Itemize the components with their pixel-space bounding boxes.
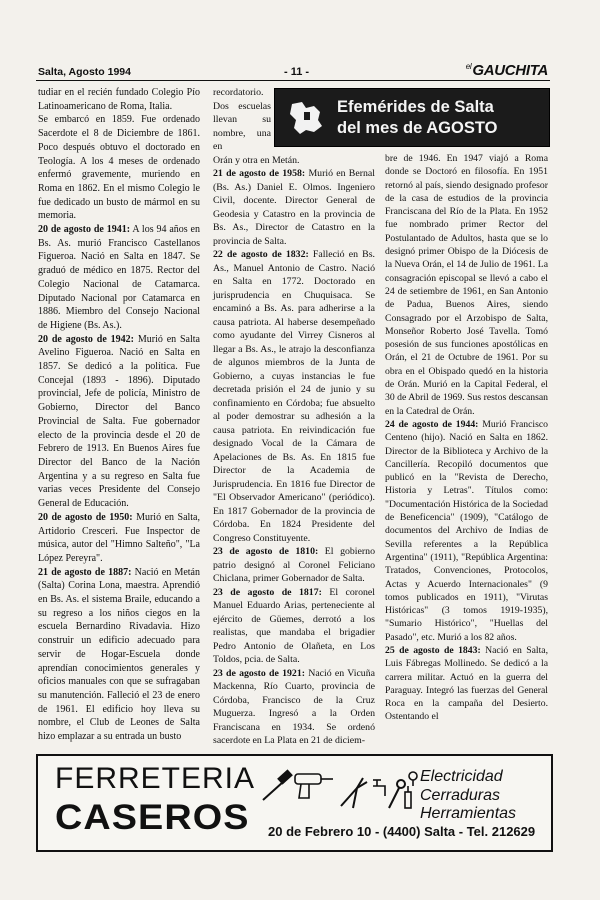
- hammer-icon: [263, 771, 291, 800]
- issue-date: Salta, Agosto 1994: [38, 66, 131, 78]
- column-3: [385, 152, 548, 724]
- entry-text: Nació en Vicuña Mackenna, Río Cuarto, provincia de Córdoba, Francisco de la Cruz Muguerza. Ingresó a la Orden Franciscana en 1934. Se ordenó sacerdote en La Plata en 21 de diciem-: [213, 667, 375, 746]
- column-2: [213, 86, 375, 748]
- ephemeris-entry: [38, 333, 200, 511]
- entry-text: A los 94 años en Bs. As. murió Francisco Castellanos Figueroa. Nació en Salta en 1847. Se graduó de médico en 1875. Rector del Colegio Nacional de Catamarca. Diputado Nacional por Catamarca en 1886. Miembro del Consejo Nacional de Higiene (Bs. As.).: [38, 224, 200, 331]
- entry-text: Murió en Salta Avelino Figueroa. Nació en Salta en 1857. Se dedicó a la política. Fue Concejal (1893 - 1896). Diputado provincial, Jefe de policía, Ministro de Gobierno, Director del Banco Provincial de Salta. Fue gobernador electo de la provincia desde el 20 de Febrero de 1913. En Buenos Aires fue Director del Banco de la Nación Argentina y a su regreso en Salta fue varias veces Presidente del Consejo General de Educación.: [38, 333, 200, 510]
- ephemeris-entry: [213, 167, 375, 248]
- entry-date: 25 de agosto de 1843:: [385, 644, 481, 656]
- ad-brand-line2: CASEROS: [55, 798, 250, 837]
- magazine-logo: $^{el}$GAUCHITA: [465, 62, 548, 79]
- entry-text: Orán y otra en Metán.: [213, 154, 300, 166]
- entry-date: 20 de agosto de 1950:: [38, 511, 133, 523]
- column-2-intro: recordatorio. Dos escuelas llevan su nombre, una en: [213, 87, 271, 152]
- ad-categories: [420, 768, 516, 824]
- entry-text: Murió en Bernal (Bs. As.) Daniel E. Olmos. Ingeniero Civil, docente. Director General de Geodesia y Catastro en la provincia de Bs. As., Director de Catastro en la provincia de Salta.: [213, 168, 375, 247]
- column-1: [38, 86, 200, 744]
- ad-category: Electricidad: [420, 768, 503, 785]
- bulb-icon: [409, 772, 417, 786]
- ephemeris-entry: [38, 86, 200, 113]
- entry-date: 21 de agosto de 1887:: [38, 566, 132, 578]
- ephemeris-entry: [213, 667, 375, 748]
- header-rule: [36, 80, 550, 81]
- ad-category: Herramientas: [420, 805, 517, 822]
- entry-date: 23 de agosto de 1921:: [213, 667, 306, 679]
- ad-address: 20 de Febrero 10 - (4400) Salta - Tel. 212629: [268, 824, 536, 839]
- entry-text: El coronel Manuel Eduardo Arias, perteneciente al ejército de Güemes, derrotó a los realistas, que mandaba el brigadier Pedro Antonio de Olañeta, en Los Toldos, pcia. de Salta.: [213, 586, 375, 665]
- ephemeris-entry: [213, 154, 375, 168]
- entry-date: 22 de agosto de 1832:: [213, 249, 309, 260]
- entry-text: Nació en Salta, Luis Fábregas Mollinedo. Se dedicó a la carrera militar. Actuó en la guerra del Paraguay. Integró las fuerzas del General Roca en la campaña del Desierto. Ostentando el: [385, 644, 548, 723]
- ephemeris-entry: [38, 113, 200, 223]
- ephemeris-entry: [213, 248, 375, 545]
- ephemeris-entry: [38, 223, 200, 333]
- entry-text: Nació en Metán (Salta) Corina Lona, maestra. Aprendió en Bs. As. el sistema Braile, educando a su regreso a los niños ciegos en la escuela Bernardino Rivadavia. Hizo construir un edificio adecuado para servir de Hogar-Escuela donde aprendían conocimientos generales y oficios manuales con que se sufragaban su manutención. Falleció el 23 de enero de 1961. El edificio hoy lleva su nombre, el Club de Leones de Salta hizo emplazar a su entrada un busto: [38, 566, 200, 743]
- entry-date: 20 de agosto de 1941:: [38, 224, 131, 236]
- entry-date: 23 de agosto de 1817:: [213, 586, 322, 598]
- entry-text: Se embarcó en 1859. Fue ordenado Sacerdote el 8 de Diciembre de 1861. Poco después obtuvo el doctorado en Teología. A los 4 meses de ordenado enfermó gravemente, muriendo en Roma en 1862. En el mismo Colegio le fue dedicado un busto de mármol en su memoria.: [38, 114, 200, 222]
- entry-text: Falleció en Bs. As., Manuel Antonio de Castro. Nació en Salta en 1772. Doctorado en jurisprudencia en Chuquisaca. Se encaminó a Bs. As. para adherirse a la causa patriota. Al haberse desempeñado como ayudante del Virrey Cisneros al llegar a Bs. As., le atrajo la desconfianza de algunos miembros de la Junta de Gobierno, a cuyas instancias le fue decretada prisión el 24 de junio y su confinamiento en Córdoba; fue absuelto al poder demostrar su adhesión a la causa patriota. En reivindicación fue designado Vocal de la Cámara de Apelaciones de Bs. As. En 1815 fue Director de la Academia de Jurisprudencia. En 1816 fue Director de "El Observador Americano" (periódico). En 1817 Gobernador de la provincia de Córdoba. En 1824 Presidente del Congreso Constituyente.: [213, 249, 375, 544]
- tool-illustrations: [253, 766, 418, 818]
- banner-title-line2: del mes de AGOSTO: [337, 118, 498, 137]
- ephemeris-entry: [385, 418, 548, 644]
- advertisement: [36, 754, 553, 852]
- ad-brand-line1: FERRETERIA: [55, 762, 256, 795]
- wrench-icon: [389, 780, 405, 808]
- entry-date: 21 de agosto de 1958:: [213, 168, 306, 179]
- page-number: - 11 -: [284, 66, 310, 78]
- ephemeris-entry: [38, 566, 200, 744]
- ephemeris-entry: [38, 511, 200, 566]
- entry-date: 23 de agosto de 1810:: [213, 546, 319, 557]
- entry-text: tudiar en el recién fundado Colegio Pío Latinoamericano de Roma, Italia.: [38, 87, 200, 112]
- ephemeris-entry: [385, 644, 548, 724]
- drill-icon: [295, 774, 333, 798]
- faucet-icon: [373, 780, 385, 796]
- entry-text: bre de 1946. En 1947 viajó a Roma donde se Doctoró en filosofía. En 1951 retornó al país, siendo designado profesor de la casa de estudios de la provincia Franciscana del Río de la Plata. En 1952 fue nombrado primer Rector del Postulantado de Adultos, hasta que se lo designó primer Obispo de la Diócesis de la Nueva Orán, el 14 de Julio de 1961. La consagración episcopal se llevó a cabo el 24 de setiembre de 1961, en San Antonio de Padua, Buenos Aires, siendo Consagrado por el Arzobispo de Salta, Monseñor Roberto José Tavella. Tomó posesión de sus funciones apostólicas en Orán, el 21 de Octubre de 1961. Por su obra en el Obispado quedó en la historia de Orán. Murió en la Capital Federal, el 30 de Abril de 1969. Sus restos descansan en la Catedral de Orán.: [385, 153, 548, 417]
- ephemeris-entry: [213, 545, 375, 586]
- banner-title-line1: Efemérides de Salta: [337, 97, 494, 116]
- entry-text: El gobierno patrio designó al Coronel Feliciano Chiclana, primer Gobernador de Salta.: [213, 546, 376, 584]
- entry-text: Murió en Salta, Artidorio Cresceri. Fue Inspector de música, autor del "Himno Salteño", "La López Pereyra".: [38, 511, 200, 564]
- ephemeris-entry: [213, 586, 375, 667]
- entry-text: Murió Francisco Centeno (hijo). Nació en Salta en 1862. Director de la Biblioteca y Archivo de la Cancillería. Recopiló documentos que publicó en la "Revista de Derecho, Historia y Letras". Títulos como: "Documentación Histórica de la Sociedad de Beneficencia" (1909), "Catálogo de documentos del Archivo de Indias de Sevilla referentes a la República Argentina" (1911), "República Argentina: Tratados, Convenciones, Protocolos, Actas y Acuerdo Internacionales" (9 tomos publicados en 1911), "Virutas Históricas" (3 tomos 1919-1935), "Sumario Histórico", "Huellas del Pasado", etc. Murió a los 82 años.: [385, 418, 548, 643]
- spark-plug-icon: [405, 786, 411, 808]
- pliers-icon: [341, 778, 367, 808]
- ad-category: Cerraduras: [420, 786, 501, 804]
- entry-date: 24 de agosto de 1944:: [385, 418, 479, 430]
- entry-date: 20 de agosto de 1942:: [38, 333, 134, 345]
- ephemeris-entry: [385, 152, 548, 418]
- page-header: [38, 56, 548, 80]
